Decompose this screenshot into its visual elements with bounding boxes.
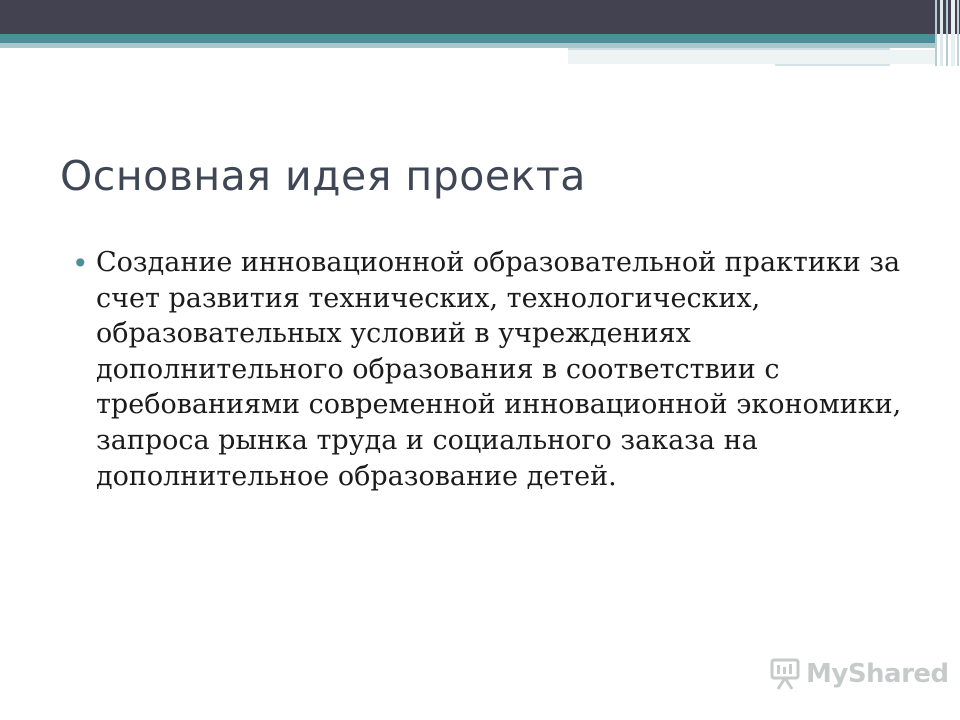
header-accent-line [568, 50, 935, 64]
watermark-text: MyShared [806, 659, 949, 689]
header-side-stripes [933, 0, 960, 66]
bullet-text: Создание инновационной образовательной практики за счет развития технических, технологических, образовательных условий в учреждениях дополнительного образования в соответствии с требованиями современной инновационной экономики, запроса рынка труда и социального заказа на дополнительное образование детей. [96, 247, 902, 492]
presentation-board-icon [770, 657, 800, 691]
watermark [770, 656, 949, 692]
bullet-icon: • [72, 247, 89, 280]
header-accent-line [775, 64, 890, 66]
list-item [72, 245, 902, 494]
bullet-list [72, 245, 902, 494]
slide-title: Основная идея проекта [60, 152, 586, 200]
header-teal-band [0, 34, 935, 43]
header-dark-band [0, 0, 960, 34]
